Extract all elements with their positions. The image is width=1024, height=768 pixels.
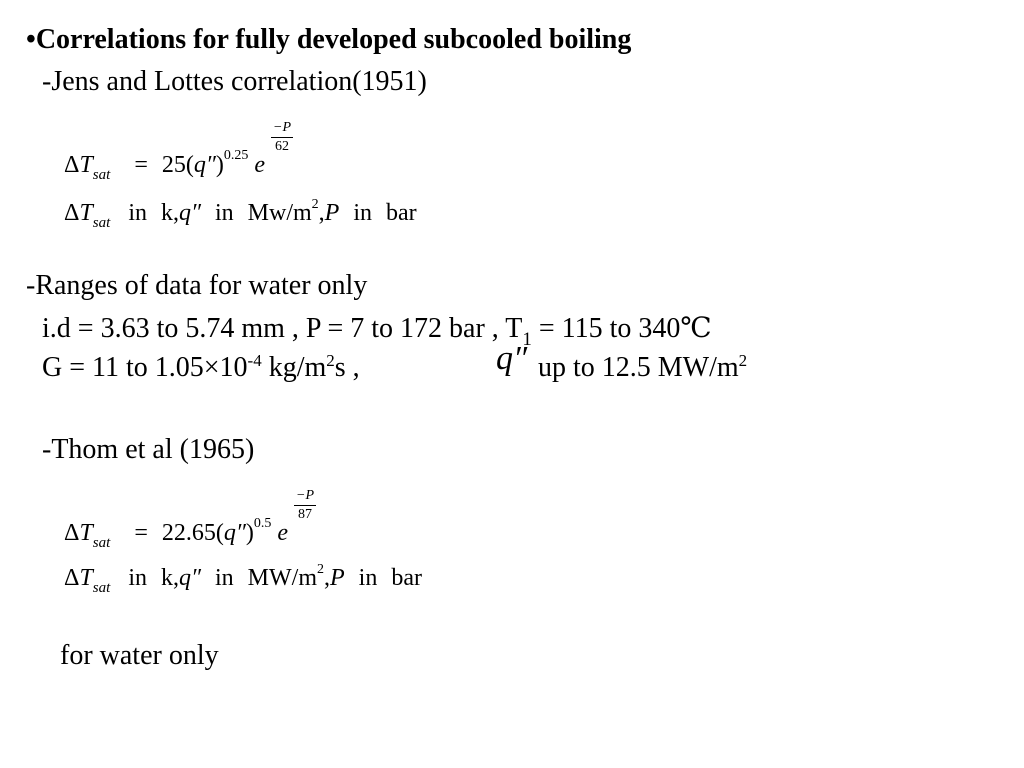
q-heat-flux-symbol: q″	[496, 340, 528, 377]
in-word: in	[358, 565, 378, 591]
P-symbol: P	[329, 565, 345, 591]
bar-unit: bar	[386, 200, 417, 226]
P-symbol: P	[324, 200, 340, 226]
in-word: in	[214, 565, 234, 591]
exponent-sup: -4	[247, 351, 262, 370]
exponent-numerator: −P	[296, 488, 315, 503]
flux-unit: MW/m	[247, 565, 317, 591]
exponent-fraction	[271, 120, 293, 155]
exponent-numerator: −P	[273, 120, 292, 135]
thom-title: -Thom et al (1965)	[42, 434, 255, 465]
bullet: •	[26, 24, 36, 55]
m2-sup: 2	[326, 351, 335, 370]
mass-flux-range: G = 11 to 1.05×10	[42, 352, 248, 383]
flux-unit: Mw/m	[247, 200, 312, 226]
close-paren: )	[245, 520, 254, 546]
ranges-line-1-text: i.d = 3.63 to 5.74 mm , P = 7 to 172 bar , T	[42, 313, 523, 344]
e-symbol: e	[277, 520, 289, 546]
in-word: in	[128, 200, 147, 226]
coefficient: 22.65(	[161, 520, 224, 546]
jens-units	[64, 197, 417, 231]
delta-symbol: Δ	[64, 520, 80, 546]
q-symbol: q″	[223, 520, 246, 546]
unit-sup: 2	[311, 197, 319, 212]
temperature-range: = 115 to 340℃	[531, 313, 712, 344]
in-word: in	[353, 200, 373, 226]
jens-equation	[64, 120, 293, 183]
sat-subscript: sat	[92, 215, 111, 231]
unit-sup: 2	[316, 562, 324, 577]
jens-title: -Jens and Lottes correlation(1951)	[42, 66, 427, 97]
power: 0.5	[253, 516, 272, 531]
T-symbol: T	[79, 152, 93, 178]
delta-symbol: Δ	[64, 565, 80, 591]
delta-symbol: Δ	[64, 152, 80, 178]
T-symbol: T	[79, 565, 93, 591]
exponent-fraction	[294, 488, 316, 523]
exponent-denominator: 62	[275, 139, 290, 154]
k-unit: k,	[160, 200, 179, 226]
T1-subscript: 1	[522, 329, 532, 350]
sat-subscript: sat	[92, 535, 111, 551]
equals-sign: =	[134, 520, 148, 546]
coefficient: 25(	[161, 152, 194, 178]
mass-flux-unit-tail: s ,	[334, 352, 360, 383]
comma: ,	[318, 200, 325, 226]
heat-flux-text: up to 12.5 MW/m	[538, 352, 739, 383]
q-symbol: q″	[178, 200, 201, 226]
T-symbol: T	[79, 200, 93, 226]
comma: ,	[323, 565, 330, 591]
thom-units	[64, 562, 422, 596]
sat-subscript: sat	[92, 580, 111, 596]
in-word: in	[214, 200, 234, 226]
equals-sign: =	[134, 152, 148, 178]
bar-unit: bar	[391, 565, 422, 591]
e-symbol: e	[254, 152, 266, 178]
T-symbol: T	[79, 520, 93, 546]
ranges-title: -Ranges of data for water only	[26, 270, 368, 301]
mass-flux-unit: kg/m	[261, 352, 327, 383]
q-symbol: q″	[193, 152, 216, 178]
k-unit: k,	[160, 565, 179, 591]
exponent-denominator: 87	[298, 507, 313, 522]
section-heading	[26, 24, 631, 56]
m2-sup: 2	[738, 351, 748, 370]
thom-note: for water only	[60, 640, 219, 671]
heat-flux-range	[538, 352, 747, 384]
thom-equation	[64, 488, 316, 551]
delta-symbol: Δ	[64, 200, 80, 226]
heading-text: Correlations for fully developed subcooled boiling	[35, 24, 632, 55]
in-word: in	[128, 565, 147, 591]
power: 0.25	[223, 148, 249, 163]
sat-subscript: sat	[92, 167, 111, 183]
close-paren: )	[215, 152, 224, 178]
ranges-line-1	[42, 311, 712, 350]
q-symbol: q″	[178, 565, 201, 591]
ranges-line-2	[42, 352, 360, 384]
